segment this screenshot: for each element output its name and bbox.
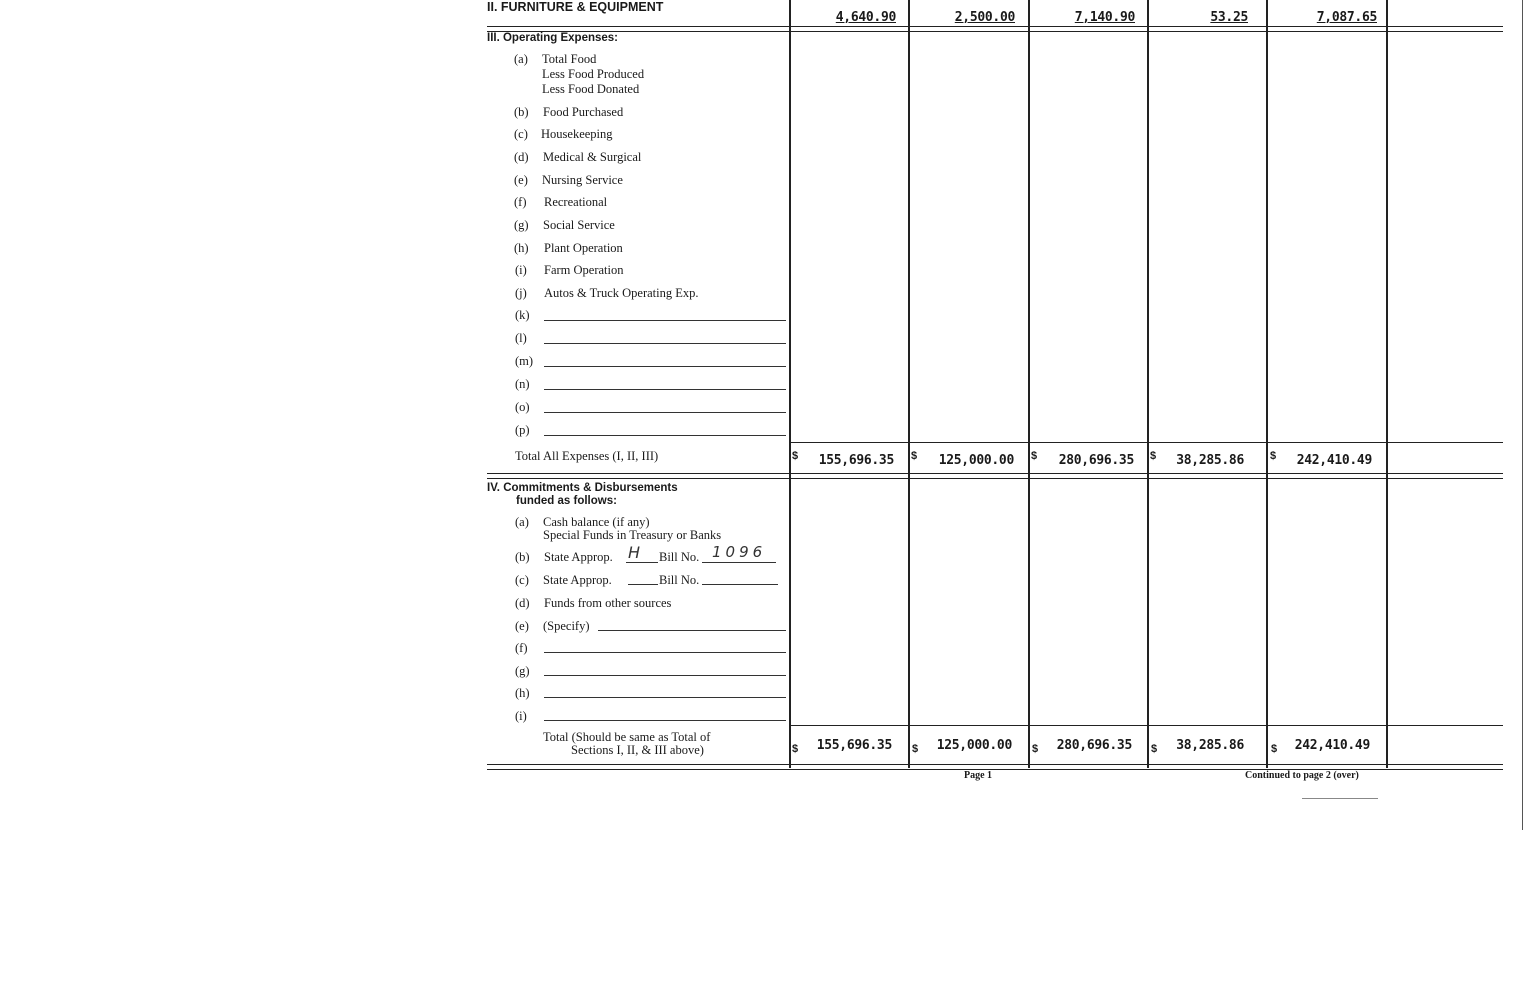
dollar-sign: $ <box>792 450 799 462</box>
value-cell: 7,087.65 <box>1316 10 1377 25</box>
blank-line <box>702 562 776 563</box>
item-letter: (b) <box>514 105 529 119</box>
column-divider <box>1028 0 1030 768</box>
total-all-expenses-label: Total All Expenses (I, II, III) <box>515 449 659 463</box>
section-iii-title: III. Operating Expenses: <box>487 32 619 44</box>
blank-line <box>598 630 786 631</box>
footer-mark <box>1302 798 1378 799</box>
dollar-sign: $ <box>1270 450 1277 462</box>
item-letter: (k) <box>515 308 530 322</box>
item-letter: (h) <box>515 686 530 700</box>
item-letter: (c) <box>515 573 529 587</box>
item-letter: (d) <box>515 596 530 610</box>
value-cell: 155,696.35 <box>816 738 892 753</box>
item-letter: (e) <box>514 173 528 187</box>
value-cell: 7,140.90 <box>1074 10 1135 25</box>
item-letter: (i) <box>515 263 527 277</box>
blank-line <box>544 320 786 321</box>
item-label: State Approp. <box>544 550 613 564</box>
item-letter: (p) <box>515 423 530 437</box>
item-letter: (g) <box>515 664 530 678</box>
item-label: Farm Operation <box>544 263 624 277</box>
item-label: Food Purchased <box>543 105 624 119</box>
value-cell: 4,640.90 <box>835 10 896 25</box>
item-letter: (c) <box>514 127 528 141</box>
item-letter: (a) <box>514 52 528 66</box>
item-label: Housekeeping <box>541 127 613 141</box>
dollar-sign: $ <box>911 450 918 462</box>
continued-note: Continued to page 2 (over) <box>1245 770 1359 781</box>
blank-line <box>544 697 786 698</box>
section-iv-title: IV. Commitments & Disbursements <box>487 482 678 494</box>
blank-line <box>702 584 778 585</box>
item-letter: (d) <box>514 150 529 164</box>
item-label: Special Funds in Treasury or Banks <box>543 528 722 542</box>
item-label: Autos & Truck Operating Exp. <box>544 286 699 300</box>
item-letter: (j) <box>515 286 527 300</box>
value-cell: 38,285.86 <box>1176 453 1244 468</box>
item-letter: (h) <box>514 241 529 255</box>
item-label: Cash balance (if any) <box>543 515 650 529</box>
item-letter: (m) <box>515 354 534 368</box>
section-iv-subtitle: funded as follows: <box>516 495 617 507</box>
dollar-sign: $ <box>1150 450 1157 462</box>
column-divider <box>1147 0 1149 768</box>
blank-line <box>544 412 786 413</box>
value-cell: 53.25 <box>1210 10 1248 25</box>
column-divider <box>1386 0 1388 768</box>
dollar-sign: $ <box>1151 743 1158 755</box>
dollar-sign: $ <box>792 743 799 755</box>
dollar-sign: $ <box>1271 743 1278 755</box>
dollar-sign: $ <box>1031 450 1038 462</box>
handwritten-bill-number: 1096 <box>712 543 767 561</box>
double-rule <box>487 26 1503 32</box>
item-letter: (i) <box>515 709 527 723</box>
dollar-sign: $ <box>1032 743 1039 755</box>
item-label: Less Food Produced <box>542 67 645 81</box>
item-letter: (f) <box>515 641 528 655</box>
value-cell: 242,410.49 <box>1296 453 1372 468</box>
blank-line <box>544 343 786 344</box>
column-divider <box>789 0 791 768</box>
item-label: Recreational <box>544 195 608 209</box>
item-label: Total Food <box>542 52 597 66</box>
blank-line <box>628 584 658 585</box>
item-letter: (l) <box>515 331 527 345</box>
handwritten-approp: H <box>628 543 641 562</box>
value-cell: 155,696.35 <box>818 453 894 468</box>
blank-line <box>544 366 786 367</box>
dollar-sign: $ <box>912 743 919 755</box>
item-letter: (o) <box>515 400 530 414</box>
item-label: Social Service <box>543 218 615 232</box>
column-divider <box>908 0 910 768</box>
value-cell: 280,696.35 <box>1056 738 1132 753</box>
value-cell: 280,696.35 <box>1058 453 1134 468</box>
item-label: Funds from other sources <box>544 596 672 610</box>
item-letter: (a) <box>515 515 529 529</box>
item-letter: (n) <box>515 377 530 391</box>
final-total-label: Sections I, II, & III above) <box>571 743 704 757</box>
item-letter: (b) <box>515 550 530 564</box>
blank-line <box>544 389 786 390</box>
item-label: Plant Operation <box>544 241 623 255</box>
item-label: (Specify) <box>543 619 590 633</box>
double-rule <box>487 473 1503 479</box>
blank-line <box>544 675 786 676</box>
blank-line <box>544 652 786 653</box>
value-cell: 125,000.00 <box>936 738 1012 753</box>
value-cell: 2,500.00 <box>954 10 1015 25</box>
value-cell: 38,285.86 <box>1176 738 1244 753</box>
item-label: State Approp. <box>543 573 612 587</box>
page-edge <box>1522 0 1523 830</box>
total-rule <box>789 725 1503 726</box>
item-letter: (g) <box>514 218 529 232</box>
value-cell: 125,000.00 <box>938 453 1014 468</box>
blank-line <box>626 562 658 563</box>
bill-label: Bill No. <box>659 550 700 564</box>
final-total-label: Total (Should be same as Total of <box>543 730 711 744</box>
value-cell: 242,410.49 <box>1294 738 1370 753</box>
page-number: Page 1 <box>964 770 993 781</box>
item-letter: (f) <box>514 195 527 209</box>
bill-label: Bill No. <box>659 573 700 587</box>
blank-line <box>544 435 786 436</box>
item-letter: (e) <box>515 619 529 633</box>
blank-line <box>544 720 786 721</box>
column-divider <box>1266 0 1268 768</box>
total-rule <box>789 442 1503 443</box>
item-label: Medical & Surgical <box>543 150 642 164</box>
section-ii-title: II. FURNITURE & EQUIPMENT <box>487 0 664 14</box>
item-label: Less Food Donated <box>542 82 640 96</box>
item-label: Nursing Service <box>542 173 623 187</box>
